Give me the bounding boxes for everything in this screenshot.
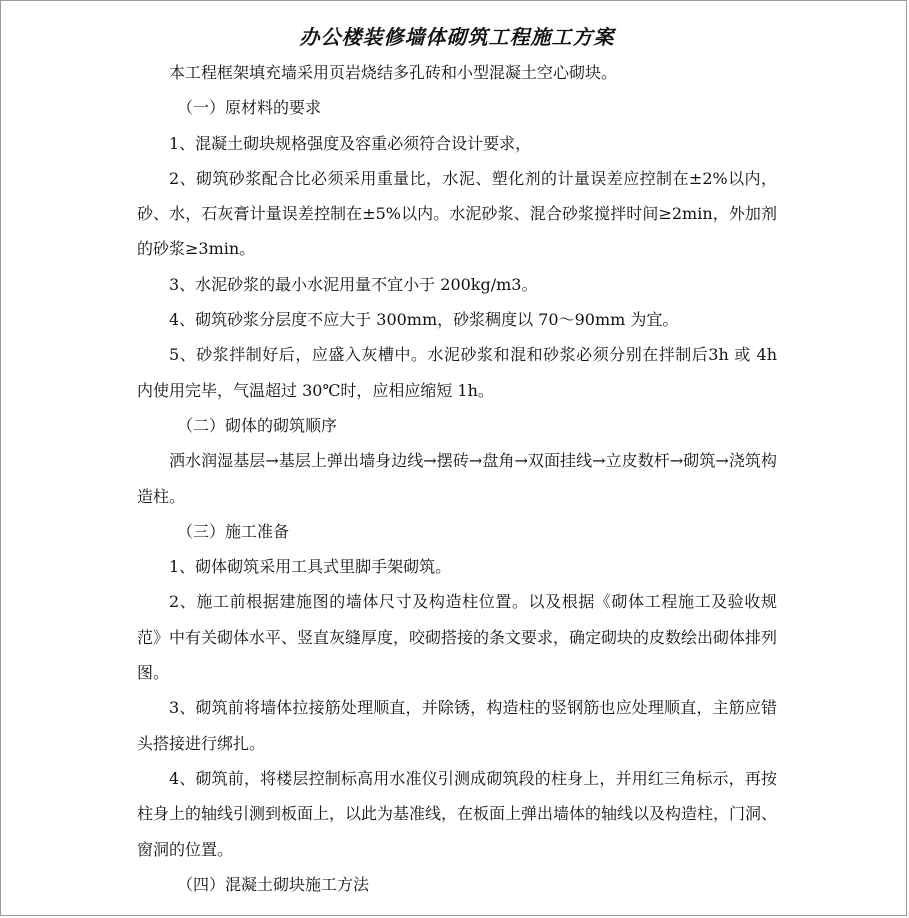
materials-item-4: 4、砌筑砂浆分层度不应大于 300mm，砂浆稠度以 70～90mm 为宜。 <box>169 310 679 330</box>
order-paragraph: 洒水润湿基层→基层上弹出墙身边线→摆砖→盘角→双面挂线→立皮数杆→砌筑→浇筑构造柱。 <box>137 451 777 506</box>
method-heading: （四）混凝土砌块施工方法 <box>177 874 370 894</box>
document-body <box>137 19 777 902</box>
prep-item-1: 1、砌体砌筑采用工具式里脚手架砌筑。 <box>169 557 452 577</box>
document-title: 办公楼装修墙体砌筑工程施工方案 <box>299 25 615 49</box>
materials-heading: （一）原材料的要求 <box>177 98 322 118</box>
materials-item-1: 1、混凝土砌块规格强度及容重必须符合设计要求， <box>169 133 532 153</box>
intro-paragraph: 本工程框架填充墙采用页岩烧结多孔砖和小型混凝土空心砌块。 <box>169 63 618 82</box>
materials-item-3: 3、水泥砂浆的最小水泥用量不宜小于 200kg/m3。 <box>169 274 538 294</box>
prep-item-3: 3、砌筑前将墙体拉接筋处理顺直，并除锈，构造柱的竖钢筋也应处理顺直，主筋应错头搭接进行绑扎。 <box>137 698 777 753</box>
prep-heading: （三）施工准备 <box>177 521 290 541</box>
prep-item-4: 4、砌筑前，将楼层控制标高用水准仪引测成砌筑段的柱身上，并用红三角标示，再按柱身上的轴线引测到板面上，以此为基准线，在板面上弹出墙体的轴线以及构造柱，门洞、窗洞的位置。 <box>137 768 778 859</box>
prep-item-2: 2、施工前根据建施图的墙体尺寸及构造柱位置。以及根据《砌体工程施工及验收规范》中有关砌体水平、竖直灰缝厚度，咬砌搭接的条文要求，确定砌块的皮数绘出砌体排列图。 <box>137 592 778 683</box>
materials-item-2: 2、砌筑砂浆配合比必须采用重量比，水泥、塑化剂的计量误差应控制在±2%以内，砂、水，石灰膏计量误差控制在±5%以内。水泥砂浆、混合砂浆搅拌时间≥2min，外加剂的砂浆≥3min。 <box>137 168 777 259</box>
materials-item-5: 5、砂浆拌制好后，应盛入灰槽中。水泥砂浆和混和砂浆必须分别在拌制后3h 或 4h 内使用完毕，气温超过 30℃时，应相应缩短 1h。 <box>137 345 777 400</box>
order-heading: （二）砌体的砌筑顺序 <box>177 415 338 435</box>
